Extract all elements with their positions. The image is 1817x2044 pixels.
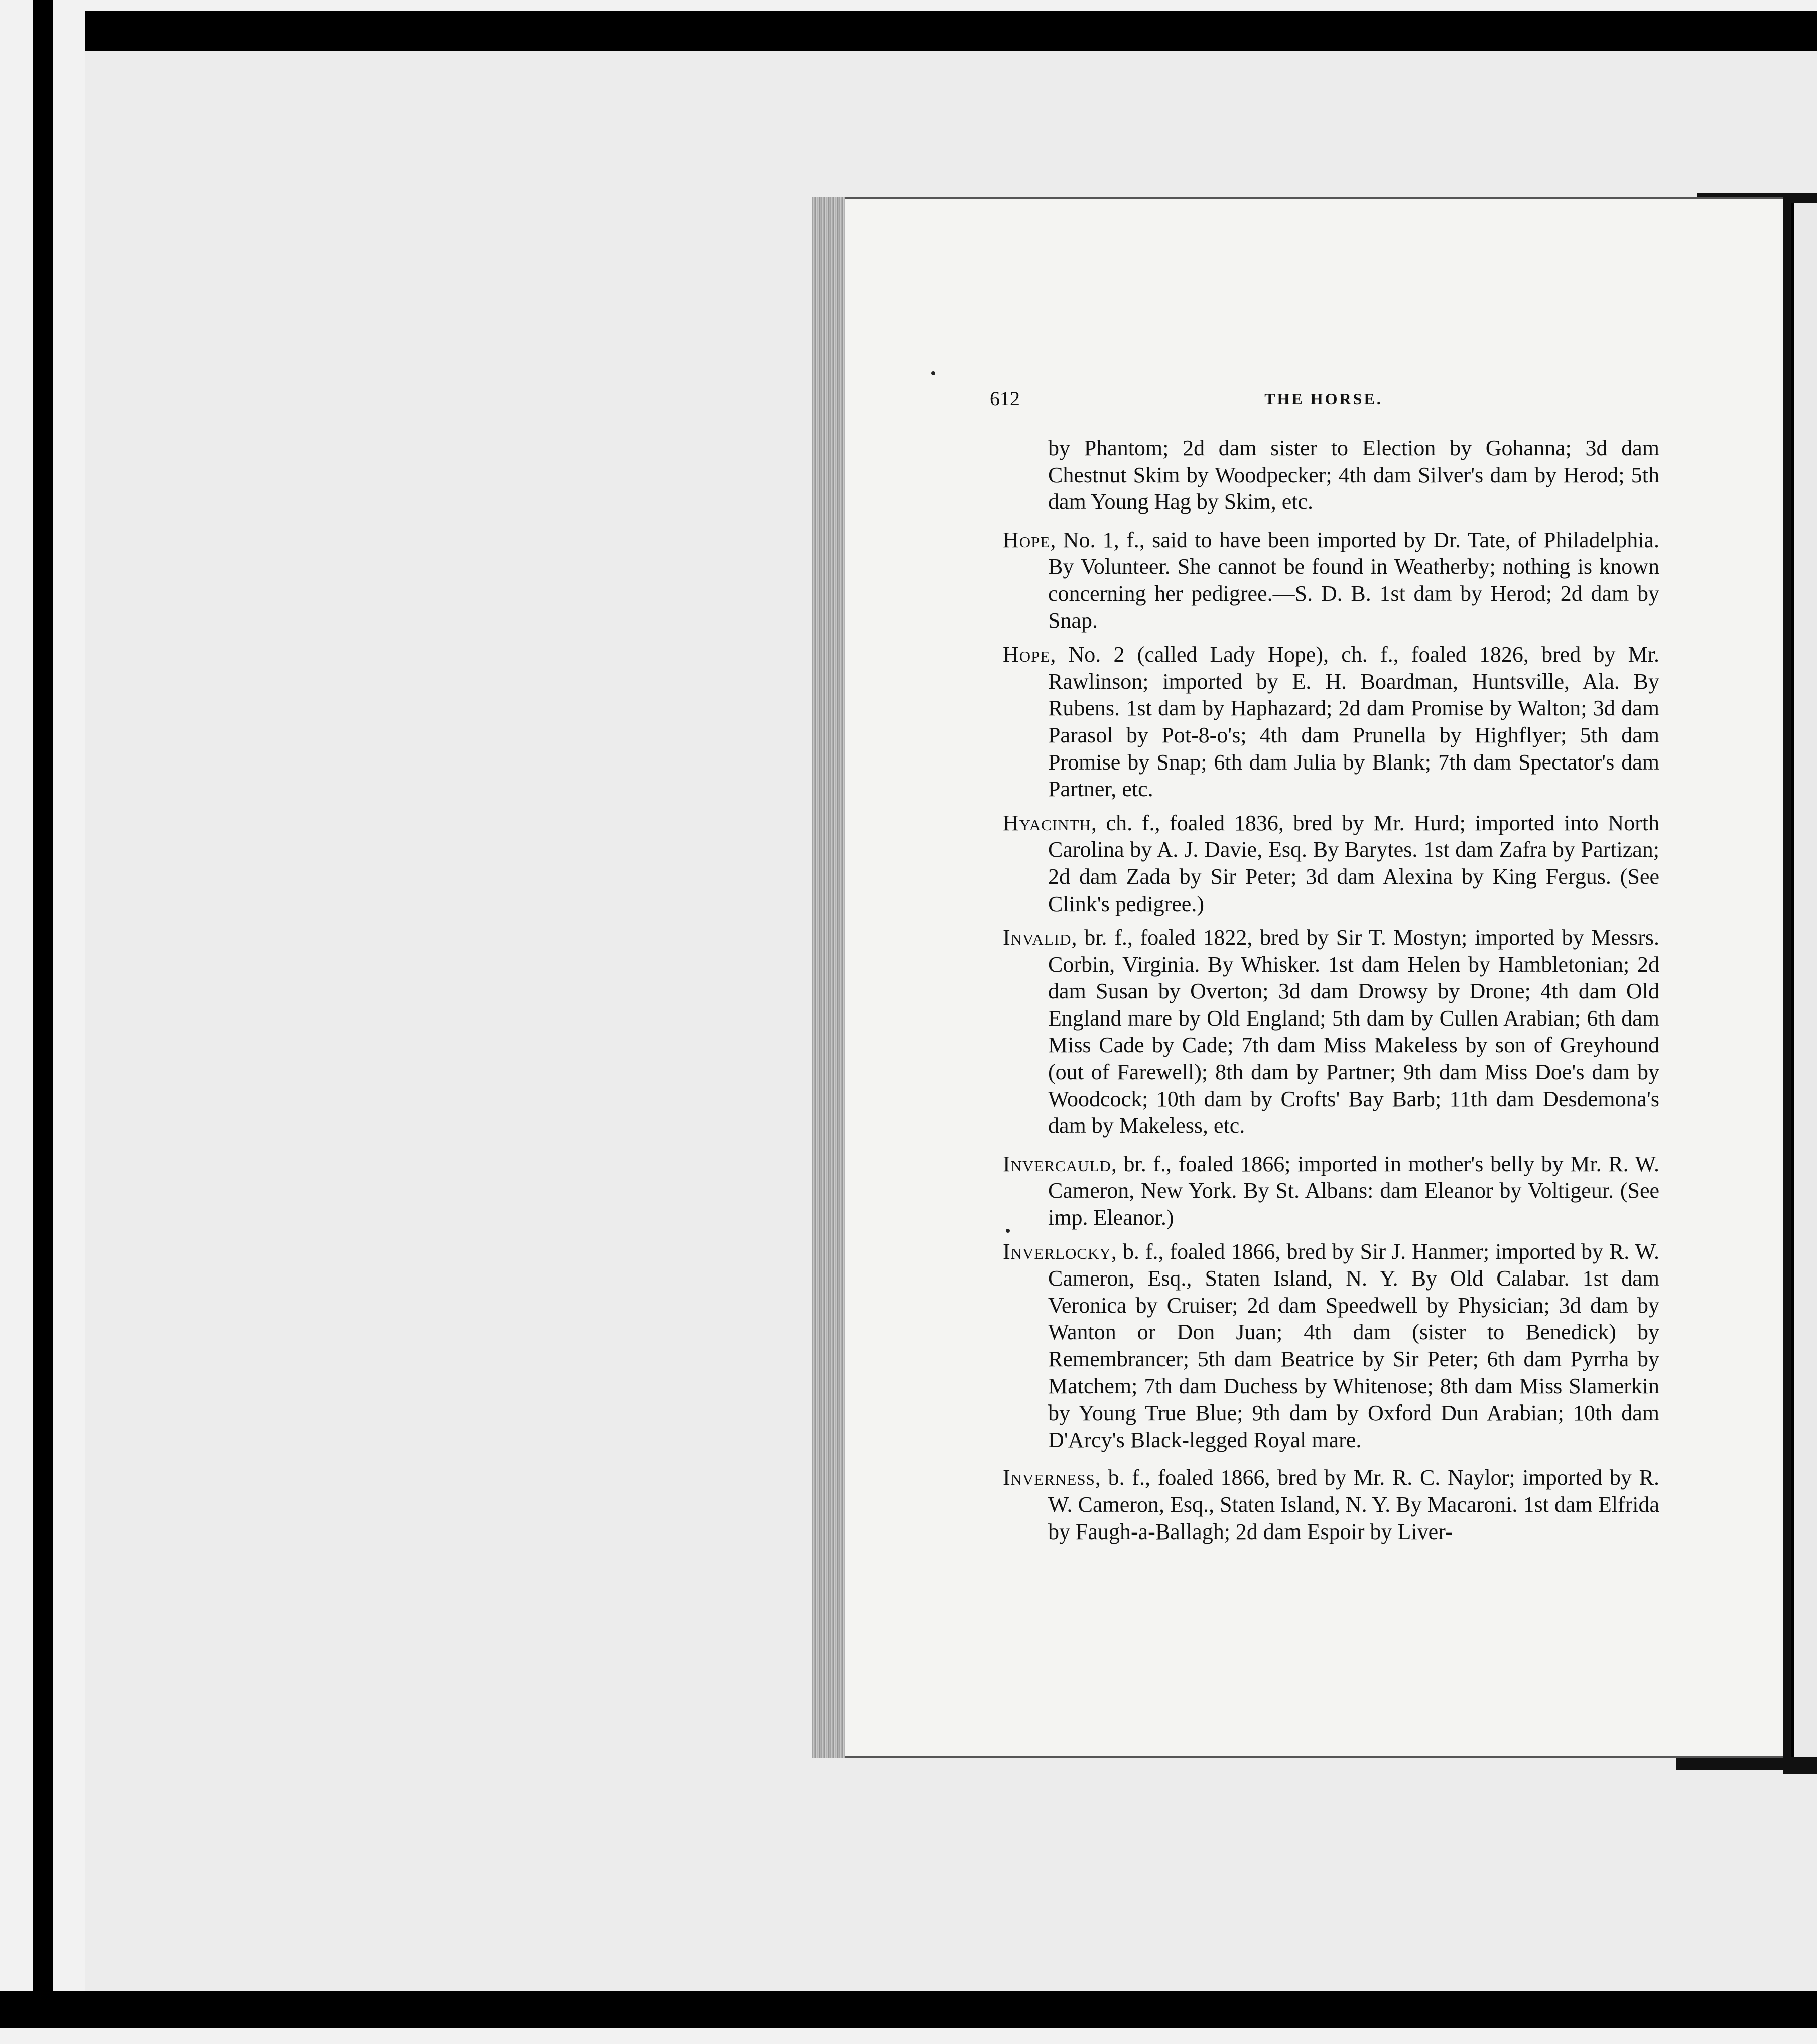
film-edge-bar	[33, 0, 53, 2044]
entry-hope-no-1	[1003, 527, 1659, 634]
entry-text: , b. f., foaled 1866, bred by Sir J. Hanmer; imported by R. W. Cameron, Esq., Staten Island, N. Y. By Old Calabar. 1st dam Veronica by Cruiser; 2d dam Speedwell by Physician; 3d dam by Wanton or Don Juan; 4th dam (sister to Benedick) by Remembrancer; 5th dam Beatrice by Sir Peter; 6th dam Pyrrha by Matchem; 7th dam Duchess by Whitenose; 8th dam Miss Slamerkin by Young True Blue; 9th dam by Oxford Dun Arabian; 10th dam D'Arcy's Black-legged Royal mare.	[1048, 1239, 1659, 1452]
entry-text: , ch. f., foaled 1836, bred by Mr. Hurd; imported into North Carolina by A. J. Davie, Esq. By Barytes. 1st dam Zafra by Partizan; 2d dam Zada by Sir Peter; 3d dam Alexina by King Fergus. (See Clink's pedigree.)	[1048, 810, 1659, 916]
horse-name: Inverlocky	[1003, 1239, 1111, 1264]
entry-inverness	[1003, 1464, 1659, 1545]
horse-name: Inverness	[1003, 1465, 1095, 1490]
horse-name: Hyacinth	[1003, 810, 1091, 835]
horse-name: Hope	[1003, 527, 1051, 552]
entry-continuation	[1003, 435, 1659, 516]
horse-name: Invalid	[1003, 925, 1072, 950]
entry-text: , b. f., foaled 1866, bred by Mr. R. C. Naylor; imported by R. W. Cameron, Esq., Staten Island, N. Y. By Macaroni. 1st dam Elfrida by Faugh-a-Ballagh; 2d dam Espoir by Liver-	[1048, 1465, 1659, 1544]
entry-invercauld	[1003, 1151, 1659, 1231]
entry-text: , br. f., foaled 1866; imported in mother's belly by Mr. R. W. Cameron, New York. By St. Albans: dam Eleanor by Voltigeur. (See imp. Eleanor.)	[1048, 1151, 1659, 1230]
entry-text: , No. 1, f., said to have been imported by Dr. Tate, of Philadelphia. By Volunteer. She cannot be found in Weatherby; nothing is known concerning her pedigree.—S. D. B. 1st dam by Herod; 2d dam by Snap.	[1048, 527, 1659, 633]
entry-hyacinth	[1003, 810, 1659, 917]
entry-inverlocky	[1003, 1238, 1659, 1454]
entry-text: , br. f., foaled 1822, bred by Sir T. Mostyn; imported by Messrs. Corbin, Virginia. By Whisker. 1st dam Helen by Hambletonian; 2d dam Susan by Overton; 3d dam Drowsy by Drone; 4th dam Old England mare by Old England; 5th dam by Cullen Arabian; 6th dam Miss Cade by Cade; 7th dam Miss Makeless by son of Greyhound (out of Farewell); 8th dam by Partner; 9th dam Miss Doe's dam by Woodcock; 10th dam by Crofts' Bay Barb; 11th dam Desdemona's dam by Makeless, etc.	[1048, 925, 1659, 1138]
entry-text: by Phantom; 2d dam sister to Election by Gohanna; 3d dam Chestnut Skim by Woodpecker; 4th dam Silver's dam by Herod; 5th dam Young Hag by Skim, etc.	[1048, 436, 1659, 515]
horse-name: Invercauld	[1003, 1151, 1111, 1176]
scan-left-margin	[0, 0, 85, 2044]
entry-hope-no-2	[1003, 641, 1659, 803]
entry-invalid	[1003, 924, 1659, 1139]
horse-name: Hope	[1003, 642, 1051, 667]
running-title: THE HORSE.	[1264, 390, 1383, 408]
page-number: 612	[990, 387, 1020, 410]
scan-top-margin	[0, 0, 1817, 11]
entry-text: , No. 2 (called Lady Hope), ch. f., foaled 1826, bred by Mr. Rawlinson; imported by E. H. Boardman, Huntsville, Ala. By Rubens. 1st dam by Haphazard; 2d dam Promise by Walton; 3d dam Parasol by Pot-8-o's; 4th dam Prunella by Highflyer; 5th dam Promise by Snap; 6th dam Julia by Blank; 7th dam Spectator's dam Partner, etc.	[1048, 642, 1659, 802]
running-head	[990, 387, 1657, 417]
scan-bottom-margin	[0, 2028, 1817, 2044]
pedigree-entries	[1003, 435, 1659, 1552]
scan-speck	[931, 371, 935, 375]
film-bottom-bar	[0, 1991, 1817, 2028]
book-cover-right	[1783, 193, 1817, 1774]
book-cover-bottom	[1676, 1757, 1817, 1770]
book-page-edge	[812, 197, 846, 1758]
book-endpaper	[1791, 203, 1817, 1764]
